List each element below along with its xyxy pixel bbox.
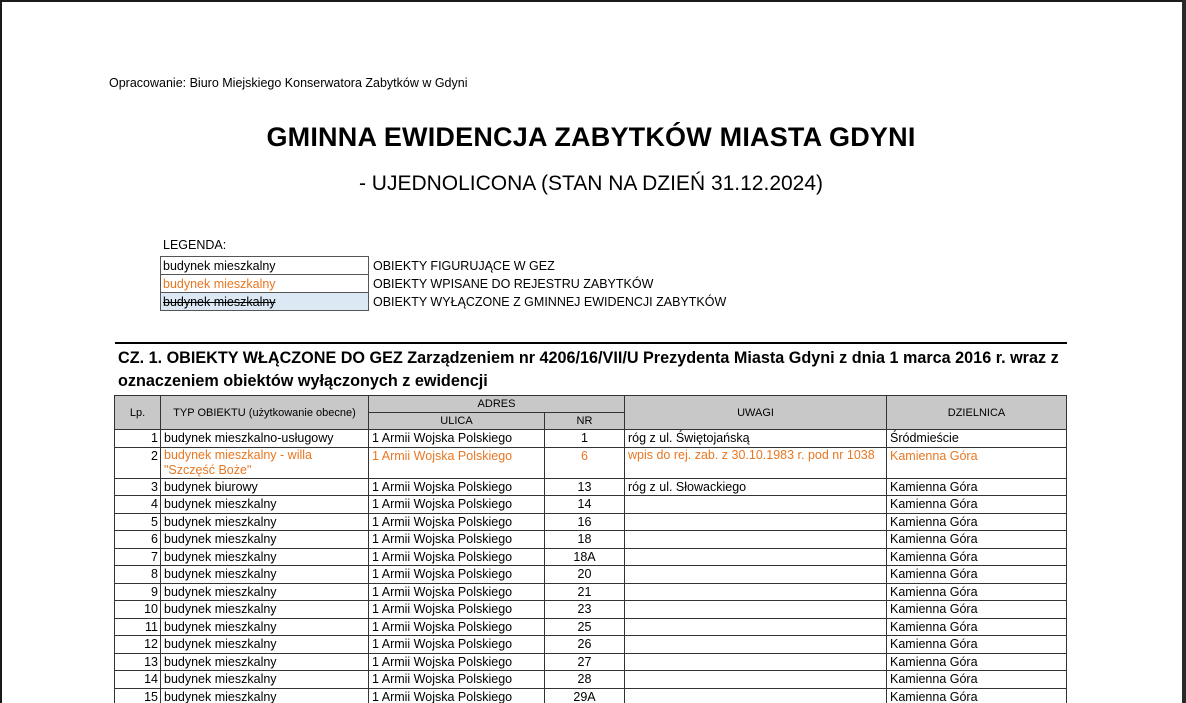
- section-title: CZ. 1. OBIEKTY WŁĄCZONE DO GEZ Zarządzeniem nr 4206/16/VII/U Prezydenta Miasta Gdyni z dnia 1 marca 2016 r. wraz z oznaczeniem obiektów wyłączonych z ewidencji: [118, 349, 1059, 390]
- cell-lp: 14: [115, 671, 161, 689]
- header-lp: Lp.: [115, 396, 161, 430]
- cell-street: 1 Armii Wojska Polskiego: [369, 688, 545, 703]
- cell-notes: [625, 531, 887, 549]
- table-row: [115, 478, 1067, 496]
- cell-notes: róg z ul. Słowackiego: [625, 478, 887, 496]
- cell-lp: 9: [115, 583, 161, 601]
- cell-street: 1 Armii Wojska Polskiego: [369, 548, 545, 566]
- cell-district: Kamienna Góra: [887, 513, 1067, 531]
- cell-district: Śródmieście: [887, 430, 1067, 448]
- cell-district: Kamienna Góra: [887, 671, 1067, 689]
- cell-type: budynek mieszkalny: [161, 513, 369, 531]
- cell-nr: 29A: [545, 688, 625, 703]
- cell-district: Kamienna Góra: [887, 496, 1067, 514]
- cell-nr: 6: [545, 447, 625, 478]
- cell-type: budynek mieszkalny: [161, 636, 369, 654]
- header-nr: NR: [545, 413, 625, 430]
- cell-lp: 11: [115, 618, 161, 636]
- cell-notes: [625, 618, 887, 636]
- table-row: [115, 583, 1067, 601]
- cell-district: Kamienna Góra: [887, 478, 1067, 496]
- cell-nr: 25: [545, 618, 625, 636]
- table-row: [115, 636, 1067, 654]
- legend-desc-excluded: OBIEKTY WYŁĄCZONE Z GMINNEJ EWIDENCJI ZABYTKÓW: [373, 294, 727, 309]
- cell-notes: [625, 688, 887, 703]
- legend-sample-gez: budynek mieszkalny: [161, 257, 369, 275]
- cell-lp: 10: [115, 601, 161, 619]
- cell-type: budynek mieszkalny: [161, 653, 369, 671]
- table-row: [115, 671, 1067, 689]
- cell-nr: 27: [545, 653, 625, 671]
- cell-type: budynek mieszkalny - willa "Szczęść Boże": [161, 447, 369, 478]
- cell-district: Kamienna Góra: [887, 688, 1067, 703]
- cell-type: budynek mieszkalny: [161, 548, 369, 566]
- cell-district: Kamienna Góra: [887, 548, 1067, 566]
- cell-nr: 14: [545, 496, 625, 514]
- header-type: TYP OBIEKTU (użytkowanie obecne): [161, 396, 369, 430]
- legend-table: [160, 256, 729, 311]
- header-notes: UWAGI: [625, 396, 887, 430]
- cell-type: budynek mieszkalny: [161, 671, 369, 689]
- cell-lp: 15: [115, 688, 161, 703]
- cell-lp: 3: [115, 478, 161, 496]
- cell-nr: 28: [545, 671, 625, 689]
- cell-district: Kamienna Góra: [887, 583, 1067, 601]
- cell-nr: 21: [545, 583, 625, 601]
- cell-lp: 4: [115, 496, 161, 514]
- cell-street: 1 Armii Wojska Polskiego: [369, 583, 545, 601]
- cell-notes: [625, 513, 887, 531]
- cell-lp: 2: [115, 447, 161, 478]
- cell-type: budynek mieszkalny: [161, 496, 369, 514]
- cell-street: 1 Armii Wojska Polskiego: [369, 618, 545, 636]
- cell-street: 1 Armii Wojska Polskiego: [369, 496, 545, 514]
- legend-sample-excluded: budynek mieszkalny: [161, 293, 369, 311]
- cell-street: 1 Armii Wojska Polskiego: [369, 513, 545, 531]
- table-row-register: [115, 447, 1067, 478]
- cell-notes: [625, 636, 887, 654]
- cell-type: budynek biurowy: [161, 478, 369, 496]
- cell-type: budynek mieszkalny: [161, 531, 369, 549]
- header-district: DZIELNICA: [887, 396, 1067, 430]
- cell-nr: 18A: [545, 548, 625, 566]
- cell-street: 1 Armii Wojska Polskiego: [369, 531, 545, 549]
- header-address: ADRES: [369, 396, 625, 413]
- cell-notes: [625, 496, 887, 514]
- table-row: [115, 618, 1067, 636]
- cell-street: 1 Armii Wojska Polskiego: [369, 478, 545, 496]
- cell-lp: 7: [115, 548, 161, 566]
- cell-district: Kamienna Góra: [887, 531, 1067, 549]
- legend-row: [161, 275, 729, 293]
- cell-lp: 8: [115, 566, 161, 584]
- cell-district: Kamienna Góra: [887, 566, 1067, 584]
- legend-title: LEGENDA:: [163, 238, 227, 252]
- legend-row: [161, 257, 729, 275]
- cell-notes: wpis do rej. zab. z 30.10.1983 r. pod nr 1038: [625, 447, 887, 478]
- cell-type: budynek mieszkalny: [161, 566, 369, 584]
- legend-desc-gez: OBIEKTY FIGURUJĄCE W GEZ: [373, 258, 555, 273]
- legend-sample-register: budynek mieszkalny: [161, 275, 369, 293]
- cell-street: 1 Armii Wojska Polskiego: [369, 671, 545, 689]
- cell-district: Kamienna Góra: [887, 636, 1067, 654]
- table-row: [115, 601, 1067, 619]
- cell-lp: 12: [115, 636, 161, 654]
- cell-street: 1 Armii Wojska Polskiego: [369, 653, 545, 671]
- cell-type: budynek mieszkalno-usługowy: [161, 430, 369, 448]
- legend-desc-register: OBIEKTY WPISANE DO REJESTRU ZABYTKÓW: [373, 276, 654, 291]
- page-title: GMINNA EWIDENCJA ZABYTKÓW MIASTA GDYNI: [266, 122, 916, 152]
- cell-notes: [625, 671, 887, 689]
- cell-type: budynek mieszkalny: [161, 618, 369, 636]
- table-row: [115, 430, 1067, 448]
- table-row: [115, 513, 1067, 531]
- cell-notes: [625, 653, 887, 671]
- table-row: [115, 653, 1067, 671]
- monuments-table: [114, 395, 1067, 703]
- page-edge: [1182, 0, 1186, 703]
- cell-street: 1 Armii Wojska Polskiego: [369, 601, 545, 619]
- cell-nr: 20: [545, 566, 625, 584]
- cell-district: Kamienna Góra: [887, 601, 1067, 619]
- cell-type: budynek mieszkalny: [161, 601, 369, 619]
- page-subtitle: - UJEDNOLICONA (STAN NA DZIEŃ 31.12.2024): [358, 172, 824, 195]
- header-street: ULICA: [369, 413, 545, 430]
- table-row: [115, 496, 1067, 514]
- cell-lp: 1: [115, 430, 161, 448]
- cell-district: Kamienna Góra: [887, 447, 1067, 478]
- cell-notes: [625, 583, 887, 601]
- cell-type: budynek mieszkalny: [161, 583, 369, 601]
- cell-nr: 18: [545, 531, 625, 549]
- cell-nr: 16: [545, 513, 625, 531]
- cell-district: Kamienna Góra: [887, 653, 1067, 671]
- cell-lp: 6: [115, 531, 161, 549]
- cell-street: 1 Armii Wojska Polskiego: [369, 636, 545, 654]
- cell-nr: 23: [545, 601, 625, 619]
- table-row: [115, 688, 1067, 703]
- cell-nr: 1: [545, 430, 625, 448]
- cell-type: budynek mieszkalny: [161, 688, 369, 703]
- table-row: [115, 531, 1067, 549]
- cell-notes: róg z ul. Świętojańską: [625, 430, 887, 448]
- cell-lp: 13: [115, 653, 161, 671]
- cell-street: 1 Armii Wojska Polskiego: [369, 447, 545, 478]
- prepared-by: Opracowanie: Biuro Miejskiego Konserwatora Zabytków w Gdyni: [109, 76, 468, 90]
- cell-nr: 13: [545, 478, 625, 496]
- section-divider: [115, 342, 1067, 344]
- cell-notes: [625, 548, 887, 566]
- cell-lp: 5: [115, 513, 161, 531]
- table-row: [115, 566, 1067, 584]
- cell-notes: [625, 601, 887, 619]
- cell-notes: [625, 566, 887, 584]
- cell-nr: 26: [545, 636, 625, 654]
- cell-district: Kamienna Góra: [887, 618, 1067, 636]
- cell-street: 1 Armii Wojska Polskiego: [369, 566, 545, 584]
- legend-row: [161, 293, 729, 311]
- cell-street: 1 Armii Wojska Polskiego: [369, 430, 545, 448]
- table-row: [115, 548, 1067, 566]
